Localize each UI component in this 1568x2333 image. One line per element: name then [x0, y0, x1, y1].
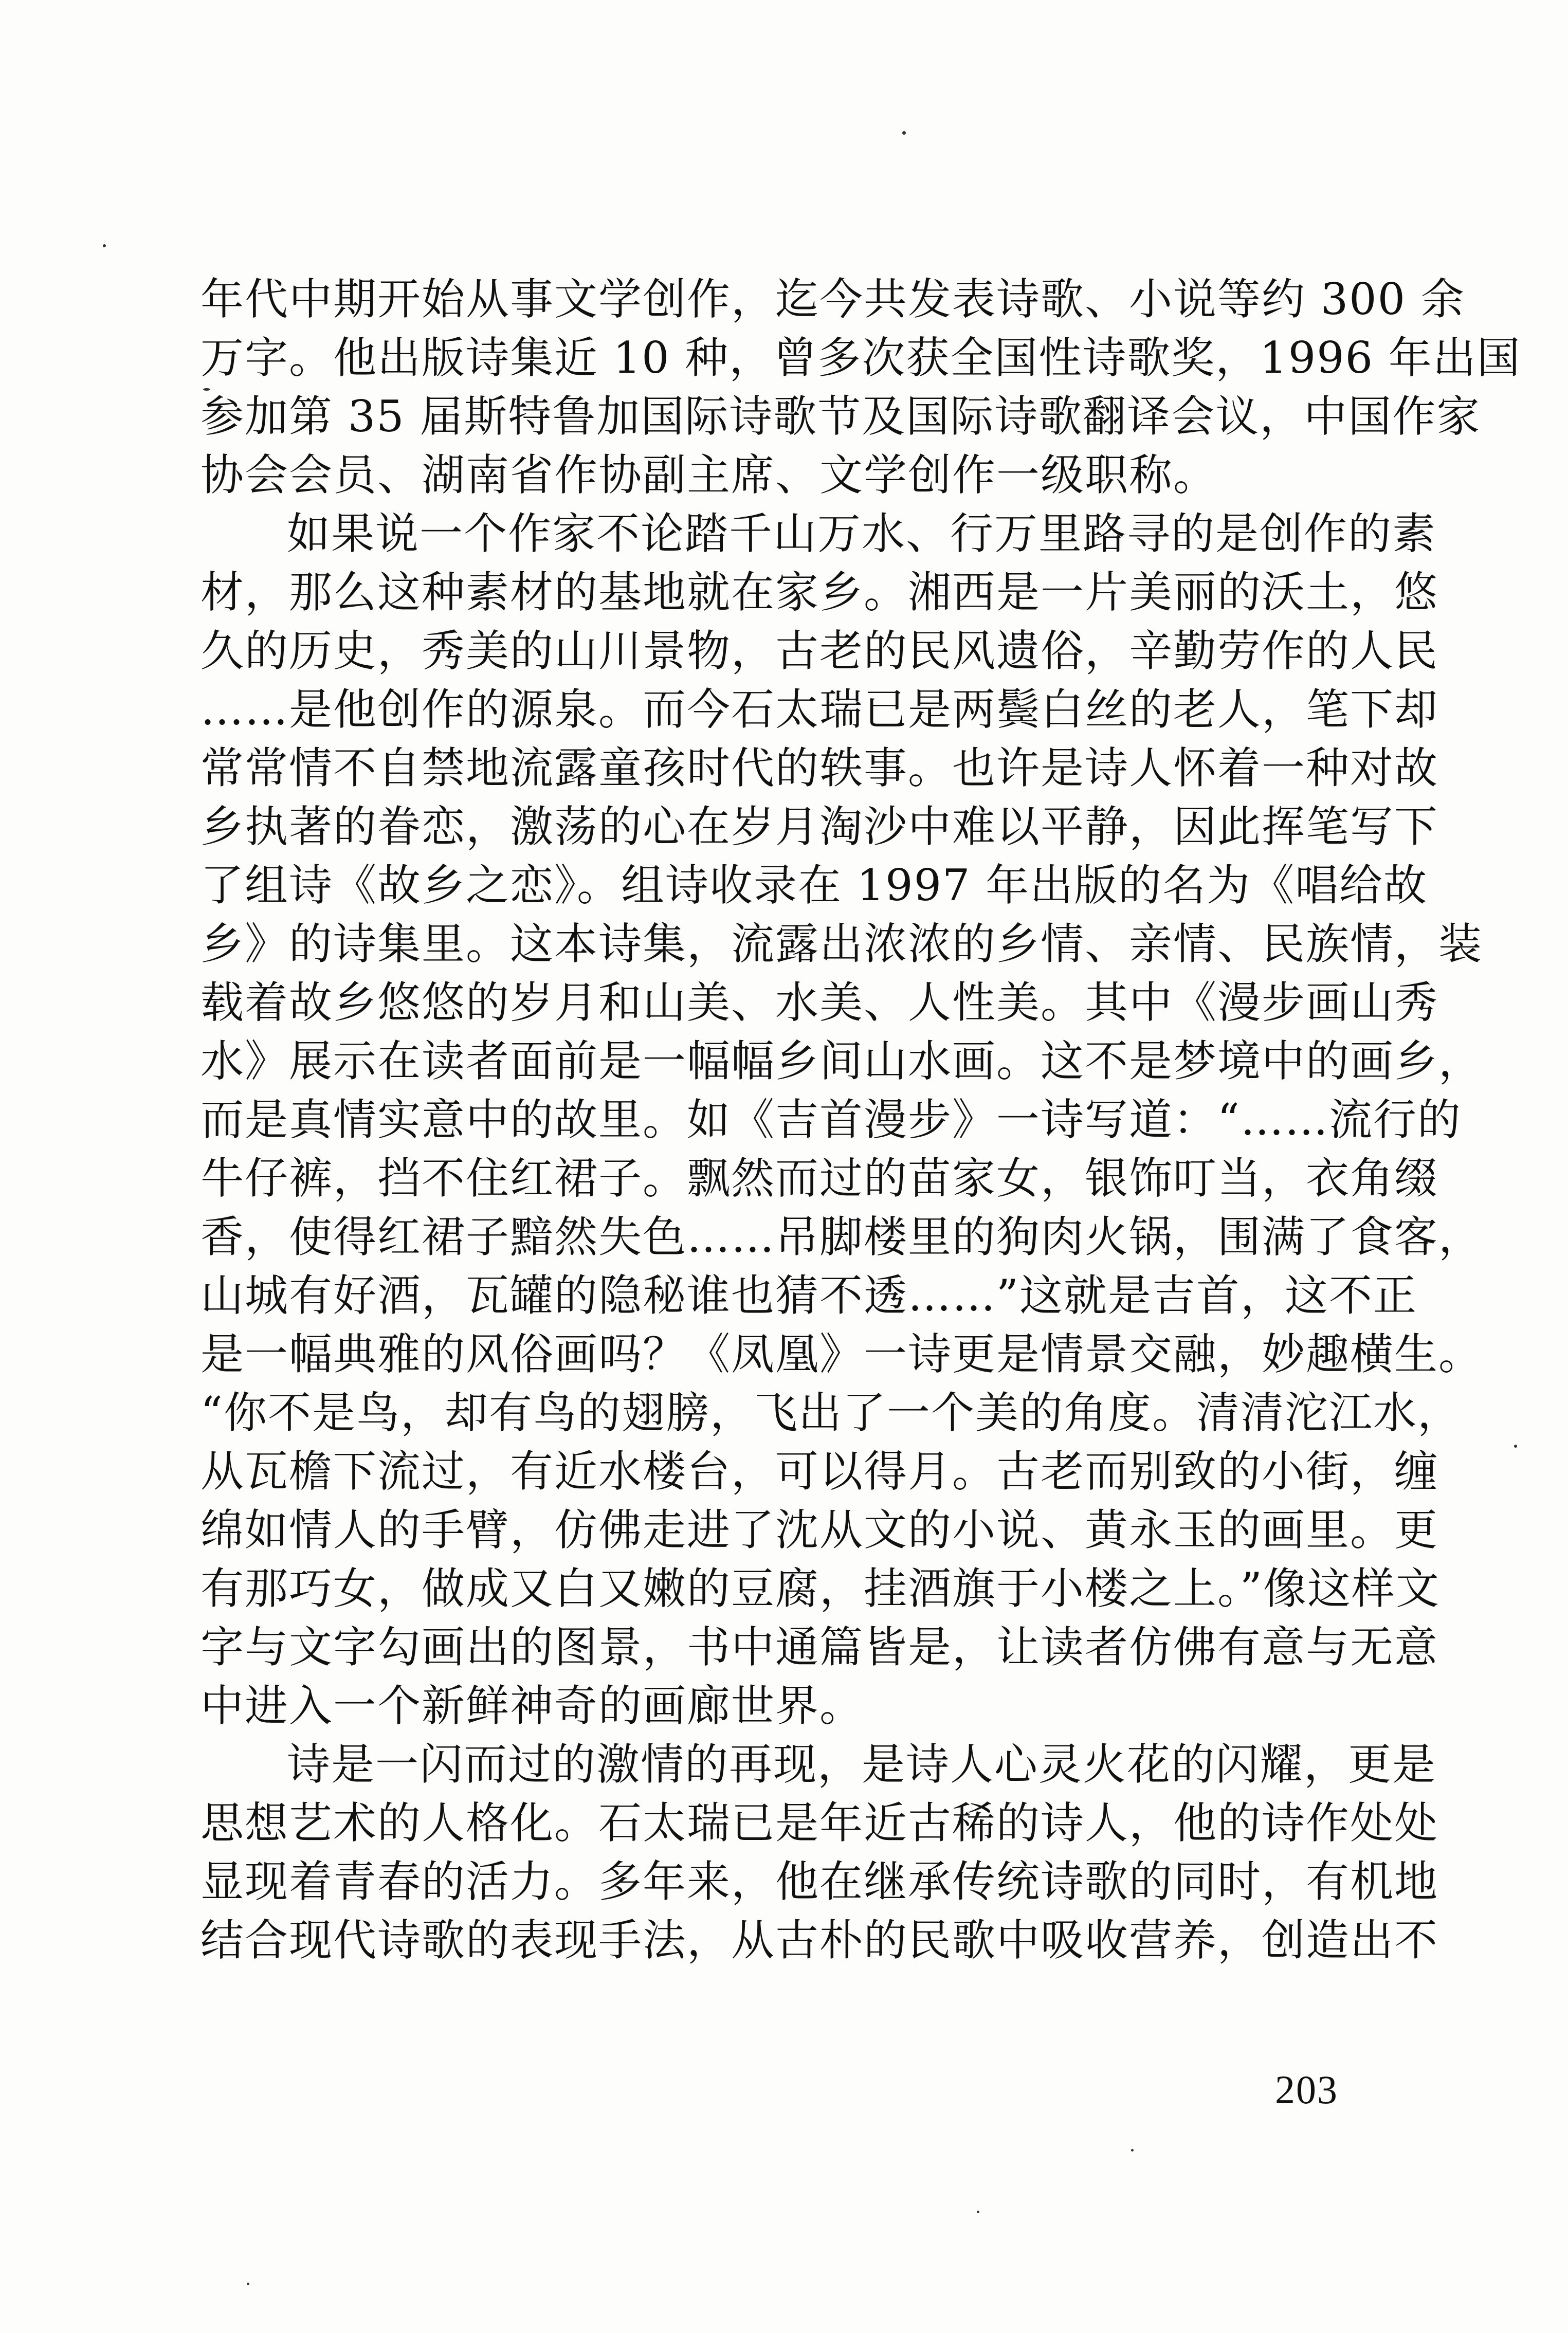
text-line-7: 久的历史，秀美的山川景物，古老的民风遗俗，辛勤劳作的人民 [200, 626, 1439, 676]
text-line-18: 山城有好酒，瓦罐的隐秘谁也猜不透……”这就是吉首，这不正 [200, 1270, 1417, 1321]
text-line-2: 万字。他出版诗集近 10 种，曾多次获全国性诗歌奖，1996 年出国 [200, 333, 1521, 383]
text-line-3: 参加第 35 届斯特鲁加国际诗歌节及国际诗歌翻译会议，中国作家 [200, 391, 1481, 442]
text-line-23: 有那巧女，做成又白又嫩的豆腐，挂酒旗于小楼之上。”像这样文 [200, 1563, 1440, 1614]
text-line-24: 字与文字勾画出的图景，书中通篇皆是，让读者仿佛有意与无意 [200, 1622, 1439, 1672]
text-line-13: 载着故乡悠悠的岁月和山美、水美、人性美。其中《漫步画山秀 [200, 977, 1439, 1028]
scan-speck [1131, 2149, 1134, 2152]
page-number: 203 [1275, 2067, 1338, 2112]
text-line-21: 从瓦檐下流过，有近水楼台，可以得月。古老而别致的小街，缠 [200, 1446, 1439, 1497]
text-line-6: 材，那么这种素材的基地就在家乡。湘西是一片美丽的沃土，悠 [200, 567, 1439, 617]
scan-speck [902, 131, 906, 135]
scan-speck [977, 2211, 979, 2213]
text-line-4: 协会会员、湖南省作协副主席、文学创作一级职称。 [200, 450, 1218, 500]
text-line-16: 牛仔裤，挡不住红裙子。飘然而过的苗家女，银饰叮当，衣角缀 [200, 1153, 1439, 1204]
scan-speck [103, 244, 106, 247]
scan-speck [203, 388, 210, 391]
text-line-1: 年代中期开始从事文学创作，迄今共发表诗歌、小说等约 300 余 [200, 274, 1465, 324]
text-line-25: 中进入一个新鲜神奇的画廊世界。 [200, 1681, 864, 1731]
text-line-26: 诗是一闪而过的激情的再现，是诗人心灵火花的闪耀，更是 [287, 1739, 1437, 1790]
body-text [200, 270, 1521, 1970]
text-line-27: 思想艺术的人格化。石太瑞已是年近古稀的诗人，他的诗作处处 [200, 1798, 1439, 1848]
text-line-5: 如果说一个作家不论踏千山万水、行万里路寻的是创作的素 [287, 508, 1437, 559]
text-line-17: 香，使得红裙子黯然失色……吊脚楼里的狗肉火锅，围满了食客， [200, 1212, 1483, 1262]
text-line-28: 显现着青春的活力。多年来，他在继承传统诗歌的同时，有机地 [200, 1856, 1439, 1907]
text-line-20: “你不是鸟，却有鸟的翅膀，飞出了一个美的角度。清清沱江水， [200, 1388, 1462, 1438]
text-line-12: 乡》的诗集里。这本诗集，流露出浓浓的乡情、亲情、民族情，装 [200, 919, 1483, 969]
scan-speck [247, 2283, 249, 2285]
text-line-14: 水》展示在读者面前是一幅幅乡间山水画。这不是梦境中的画乡， [200, 1036, 1483, 1086]
text-line-8: ……是他创作的源泉。而今石太瑞已是两鬓白丝的老人，笔下却 [200, 684, 1439, 735]
text-line-10: 乡执著的眷恋，激荡的心在岁月淘沙中难以平静，因此挥笔写下 [200, 801, 1439, 852]
text-line-11: 了组诗《故乡之恋》。组诗收录在 1997 年出版的名为《唱给故 [200, 860, 1428, 910]
text-line-19: 是一幅典雅的风俗画吗？《凤凰》一诗更是情景交融，妙趣横生。 [200, 1329, 1483, 1379]
text-line-15: 而是真情实意中的故里。如《吉首漫步》一诗写道：“……流行的 [200, 1095, 1462, 1145]
text-line-29: 结合现代诗歌的表现手法，从古朴的民歌中吸收营养，创造出不 [200, 1915, 1439, 1965]
scan-speck [1514, 1445, 1517, 1448]
text-line-22: 绵如情人的手臂，仿佛走进了沈从文的小说、黄永玉的画里。更 [200, 1505, 1439, 1555]
text-line-9: 常常情不自禁地流露童孩时代的轶事。也许是诗人怀着一种对故 [200, 743, 1439, 793]
